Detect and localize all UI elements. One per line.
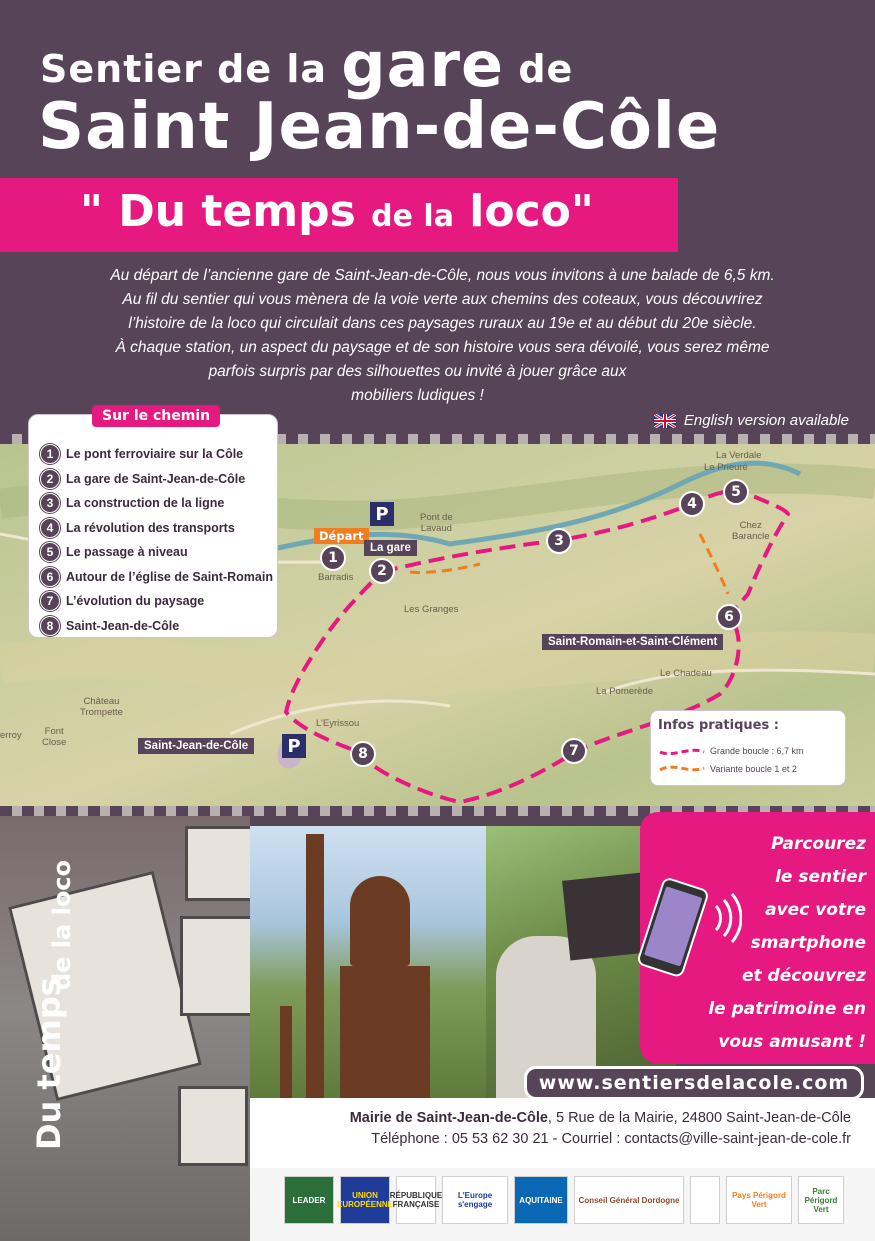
list-item[interactable] bbox=[40, 491, 273, 516]
saint-romain-label: Saint-Romain-et-Saint-Clément bbox=[542, 634, 723, 650]
list-item[interactable] bbox=[40, 516, 273, 541]
logo-pays-perigord: Pays Périgord Vert bbox=[726, 1176, 792, 1224]
intro-line: Au fil du sentier qui vous mènera de la voie verte aux chemins des coteaux, vous découvrirez bbox=[122, 291, 763, 308]
parking-icon: P bbox=[370, 502, 394, 526]
intro-line: parfois surpris par des silhouettes ou invité à jouer grâce aux bbox=[208, 363, 627, 380]
contact-name: Mairie de Saint-Jean-de-Côle bbox=[349, 1110, 548, 1126]
photo-silhouette bbox=[250, 826, 486, 1098]
logo-parc-perigord: Parc Périgord Vert bbox=[798, 1176, 844, 1224]
logo-europe-engage: L'Europe s'engage bbox=[442, 1176, 508, 1224]
place-le-chadeau: Le Chadeau bbox=[660, 668, 712, 679]
title-pre: Sentier de la bbox=[40, 47, 342, 91]
map-stop-8[interactable]: 8 bbox=[350, 741, 376, 767]
intro-line: l’histoire de la loco qui circulait dans ces paysages ruraux au 19e et au début du 20e siècle. bbox=[128, 315, 757, 332]
smartphone-text-line: avec votre bbox=[765, 900, 866, 920]
rust-post bbox=[306, 834, 324, 1098]
smartphone-text bbox=[690, 828, 866, 1059]
stop-number: 7 bbox=[40, 591, 60, 611]
place-la-pomerede: La Pomerède bbox=[596, 686, 654, 697]
vertical-title-sub: de la loco bbox=[48, 859, 76, 990]
stop-label: La gare de Saint-Jean-de-Côle bbox=[66, 471, 246, 486]
stop-label: L’évolution du paysage bbox=[66, 594, 205, 609]
intro-line: À chaque station, un aspect du paysage et de son histoire vous sera dévoilé, vous serez même bbox=[115, 339, 770, 356]
logo-republique: RÉPUBLIQUE FRANÇAISE bbox=[396, 1176, 436, 1224]
map-stop-5[interactable]: 5 bbox=[723, 479, 749, 505]
stop-number: 8 bbox=[40, 616, 60, 636]
stop-number: 4 bbox=[40, 518, 60, 538]
stop-number: 2 bbox=[40, 469, 60, 489]
place-le-prieure: Le Prieuré bbox=[704, 462, 748, 473]
title-gare: gare bbox=[341, 28, 505, 101]
rust-silhouette bbox=[350, 876, 410, 966]
depart-label: Départ bbox=[314, 528, 369, 544]
place-chez-barancle: Chez Barancle bbox=[732, 520, 770, 542]
place-barradis: Barradis bbox=[318, 572, 354, 583]
logo-leader: LEADER bbox=[284, 1176, 334, 1224]
title-post: de bbox=[504, 47, 574, 91]
smartphone-text-line: Parcourez bbox=[771, 834, 866, 854]
contact-address: , 5 Rue de la Mairie, 24800 Saint-Jean-de-Côle bbox=[547, 1110, 851, 1126]
map-stop-2[interactable]: 2 bbox=[369, 558, 395, 584]
intro-line: Au départ de l’ancienne gare de Saint-Jean-de-Côle, nous vous invitons à une balade de 6,5 km. bbox=[110, 267, 775, 284]
place-la-verdale: La Verdale bbox=[716, 450, 762, 461]
place-chateau-trompette: Château Trompette bbox=[80, 696, 123, 718]
logo-dordogne: Conseil Général Dordogne bbox=[574, 1176, 684, 1224]
place-font-close: Font Close bbox=[42, 726, 67, 748]
panel-plaque bbox=[180, 916, 260, 1016]
title-line-2: Saint Jean-de-Côle bbox=[38, 90, 721, 164]
la-gare-label: La gare bbox=[364, 540, 417, 556]
stop-number: 5 bbox=[40, 542, 60, 562]
subtitle-post: loco" bbox=[453, 186, 594, 237]
subtitle-small: de la bbox=[371, 199, 454, 234]
subtitle-pre: " Du temps bbox=[80, 186, 372, 237]
list-item[interactable] bbox=[40, 589, 273, 614]
parking-icon: P bbox=[282, 734, 306, 758]
place-pont-de-lavaud: Pont de Lavaud bbox=[420, 512, 453, 534]
list-item[interactable] bbox=[40, 442, 273, 467]
rust-post bbox=[280, 1006, 292, 1098]
vertical-title-main: Du temps bbox=[30, 977, 68, 1150]
english-version-label: English version available bbox=[683, 412, 849, 429]
map-stop-1[interactable]: 1 bbox=[320, 545, 346, 571]
logo-eu: UNION EUROPÉENNE bbox=[340, 1176, 390, 1224]
stop-number: 3 bbox=[40, 493, 60, 513]
list-item[interactable] bbox=[40, 540, 273, 565]
variante-label: Variante boucle 1 et 2 bbox=[710, 764, 797, 774]
stop-number: 6 bbox=[40, 567, 60, 587]
place-les-granges: Les Granges bbox=[404, 604, 459, 615]
contact-line-1 bbox=[350, 1110, 851, 1126]
logo-aquitaine: AQUITAINE bbox=[514, 1176, 568, 1224]
place-eyrissou: L’Eyrissou bbox=[316, 718, 360, 729]
smartphone-text-line: le patrimoine en bbox=[708, 999, 866, 1019]
list-item[interactable] bbox=[40, 467, 273, 492]
stop-label: Le passage à niveau bbox=[66, 545, 188, 560]
smartphone-text-line: vous amusant ! bbox=[718, 1032, 866, 1052]
list-item[interactable] bbox=[40, 614, 273, 639]
stop-label: La révolution des transports bbox=[66, 520, 235, 535]
map-stop-4[interactable]: 4 bbox=[679, 491, 705, 517]
infos-title: Infos pratiques : bbox=[658, 718, 779, 733]
place-perroy: erroy bbox=[0, 730, 22, 741]
stop-label: Le pont ferroviaire sur la Côle bbox=[66, 447, 244, 462]
grande-boucle-label: Grande boucle : 6,7 km bbox=[710, 746, 804, 756]
smartphone-text-line: smartphone bbox=[750, 933, 866, 953]
legend-title: Sur le chemin bbox=[92, 405, 220, 427]
stop-label: La construction de la ligne bbox=[66, 496, 225, 511]
map-stop-3[interactable]: 3 bbox=[546, 528, 572, 554]
route-legend-icon bbox=[658, 744, 706, 774]
map-stop-7[interactable]: 7 bbox=[561, 738, 587, 764]
website-link[interactable]: www.sentiersdelacole.com bbox=[524, 1066, 864, 1100]
intro-line: mobiliers ludiques ! bbox=[351, 387, 484, 404]
subtitle bbox=[80, 186, 594, 237]
uk-flag-icon bbox=[654, 414, 676, 428]
stop-number: 1 bbox=[40, 444, 60, 464]
logo-small bbox=[690, 1176, 720, 1224]
legend-list bbox=[40, 442, 273, 638]
smartphone-text-line: le sentier bbox=[775, 867, 866, 887]
english-version-note[interactable] bbox=[654, 412, 849, 429]
intro-text bbox=[30, 264, 855, 408]
saint-jean-label: Saint-Jean-de-Côle bbox=[138, 738, 254, 754]
map-stop-6[interactable]: 6 bbox=[716, 604, 742, 630]
stop-label: Autour de l’église de Saint-Romain bbox=[66, 569, 273, 584]
list-item[interactable] bbox=[40, 565, 273, 590]
smartphone-text-line: et découvrez bbox=[741, 966, 866, 986]
panel-plaque bbox=[178, 1086, 248, 1166]
contact-line-2[interactable]: Téléphone : 05 53 62 30 21 - Courriel : contacts@ville-saint-jean-de-cole.fr bbox=[371, 1131, 851, 1147]
rust-silhouette bbox=[340, 966, 430, 1098]
stop-label: Saint-Jean-de-Côle bbox=[66, 618, 180, 633]
